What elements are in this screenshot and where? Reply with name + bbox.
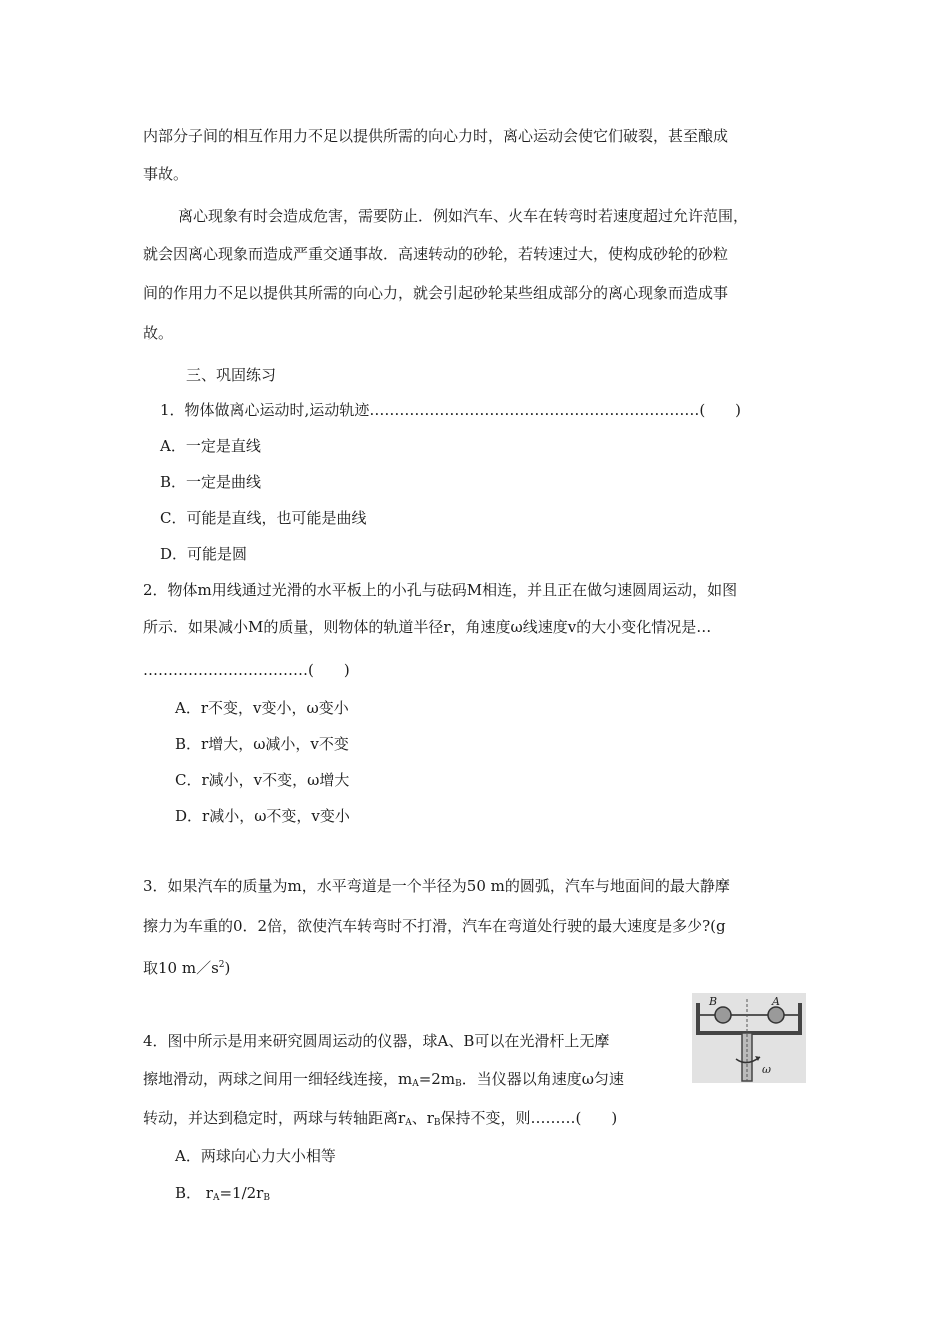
svg-text:ω: ω (762, 1063, 771, 1076)
question-1-option-b: B．一定是曲线 (160, 473, 262, 491)
apparatus-diagram (692, 993, 806, 1083)
question-2-stem: ……………………………( ) (143, 661, 350, 679)
paragraph-line: 离心现象有时会造成危害，需要防止．例如汽车、火车在转弯时若速度超过允许范围， (178, 207, 749, 225)
svg-text:B: B (709, 995, 718, 1008)
question-1-stem: 1．物体做离心运动时,运动轨迹…………………………………………………………( ) (160, 401, 742, 419)
paragraph-line: 事故。 (143, 165, 189, 183)
question-2-option-d: D．r减小，ω不变，v变小 (175, 807, 350, 825)
rotating-apparatus-figure (692, 993, 806, 1083)
ball-b (715, 1007, 731, 1023)
question-3-stem: 擦力为车重的0．2倍，欲使汽车转弯时不打滑，汽车在弯道处行驶的最大速度是多少?(g (143, 917, 726, 935)
question-1-option-d: D．可能是圆 (160, 545, 248, 563)
question-4-stem: 擦地滑动，两球之间用一细轻线连接，$m_A=2m_B$．当仪器以角速度ω匀速 (143, 1070, 624, 1089)
question-2-stem: 所示．如果减小M的质量，则物体的轨道半径r，角速度ω线速度v的大小变化情况是… (143, 618, 712, 636)
question-2-option-a: A．r不变，v变小，ω变小 (175, 699, 349, 717)
paragraph-line: 内部分子间的相互作用力不足以提供所需的向心力时，离心运动会使它们破裂，甚至酿成 (143, 127, 729, 145)
question-2-option-c: C．r减小，v不变，ω增大 (175, 771, 350, 789)
question-3-stem: 取10 $m/s^2$) (143, 959, 231, 977)
section-title: 三、巩固练习 (186, 366, 277, 384)
question-4-stem: 转动，并达到稳定时，两球与转轴距离$r_A$、$r_B$保持不变，则………( ) (143, 1109, 618, 1128)
question-2-stem: 2．物体m用线通过光滑的水平板上的小孔与砝码M相连，并且正在做匀速圆周运动，如图 (143, 581, 738, 599)
paragraph-line: 间的作用力不足以提供其所需的向心力，就会引起砂轮某些组成部分的离心现象而造成事 (143, 284, 729, 302)
ball-a (768, 1007, 784, 1023)
paragraph-line: 故。 (143, 324, 174, 342)
question-2-option-b: B．r增大，ω减小，v不变 (175, 735, 349, 753)
question-1-option-c: C．可能是直线，也可能是曲线 (160, 509, 367, 527)
question-3-stem: 3．如果汽车的质量为m，水平弯道是一个半径为50 m的圆弧，汽车与地面间的最大静摩 (143, 877, 730, 895)
paragraph-line: 就会因离心现象而造成严重交通事故．高速转动的砂轮，若转速过大，使构成砂轮的砂粒 (143, 245, 729, 263)
question-1-option-a: A．一定是直线 (160, 437, 261, 455)
question-4-option-a: A．两球向心力大小相等 (175, 1147, 336, 1165)
question-4-option-b: B． $r_A=1/2r_B$ (175, 1184, 270, 1203)
question-4-stem: 4．图中所示是用来研究圆周运动的仪器，球A、B可以在光滑杆上无摩 (143, 1032, 610, 1050)
svg-text:A: A (772, 995, 780, 1008)
